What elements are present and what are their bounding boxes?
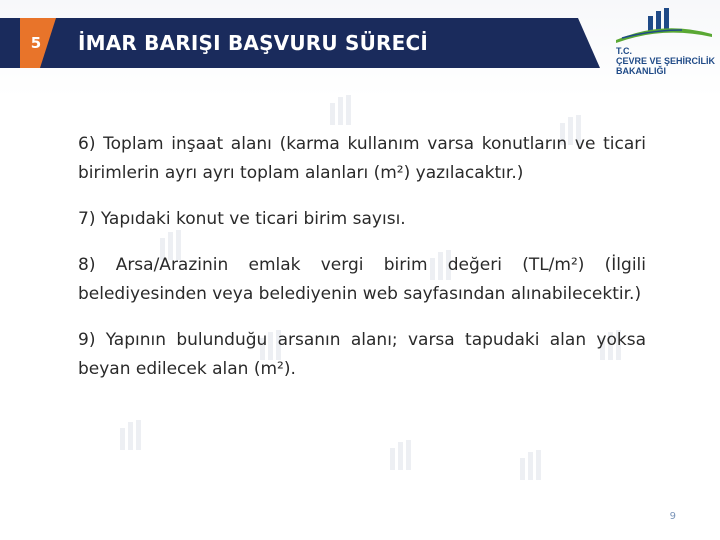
ministry-logo-text — [616, 46, 716, 76]
ministry-logo — [612, 8, 716, 78]
content-item-8: 8) Arsa/Arazinin emlak vergi birim değeri (TL/m²) (İlgili belediyesinden veya belediyenin web sayfasından alınabilecektir.) — [78, 255, 646, 304]
slide-title: İMAR BARIŞI BAŞVURU SÜRECİ — [78, 31, 429, 55]
logo-line-tc: T.C. — [616, 46, 633, 56]
slide-number: 5 — [30, 34, 42, 52]
content-item-6: 6) Toplam inşaat alanı (karma kullanım varsa konutların ve ticari birimlerin ayrı ayrı toplam alanları (m²) yazılacaktır.) — [78, 134, 646, 183]
page-number: 9 — [669, 511, 676, 522]
ministry-logo-mark-icon — [612, 8, 716, 48]
logo-line-ministry: BAKANLIĞI — [616, 66, 666, 76]
logo-line-name: ÇEVRE VE ŞEHİRCİLİK — [616, 56, 716, 66]
content-item-9: 9) Yapının bulunduğu arsanın alanı; varsa tapudaki alan yoksa beyan edilecek alan (m²). — [78, 330, 646, 379]
content-item-7: 7) Yapıdaki konut ve ticari birim sayısı. — [78, 209, 406, 229]
content-body — [78, 130, 646, 384]
